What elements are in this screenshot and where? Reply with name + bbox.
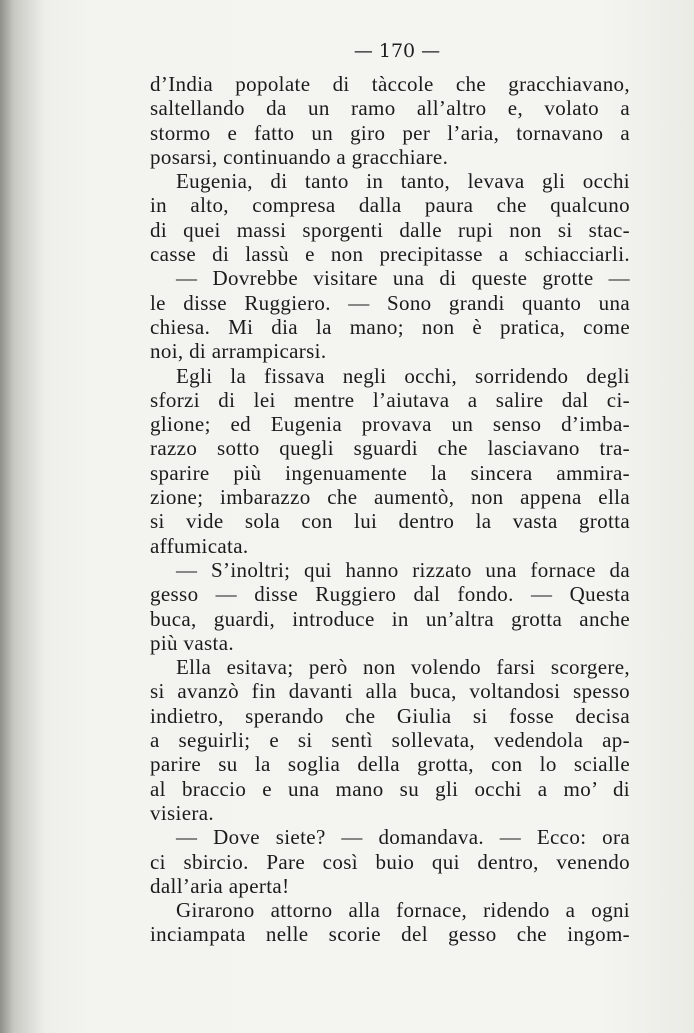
text-line: sforzi di lei mentre l’aiutava a salire dal ci- bbox=[150, 387, 630, 412]
text-line: Egli la fissava negli occhi, sorridendo degli bbox=[176, 363, 630, 388]
text-line: glione; ed Eugenia provava un senso d’imba- bbox=[150, 412, 630, 437]
text-line: zione; imbarazzo che aumentò, non appena ella bbox=[150, 485, 630, 510]
text-line: più vasta. bbox=[150, 630, 234, 655]
text-line: dall’aria aperta! bbox=[150, 873, 290, 898]
text-line: Eugenia, di tanto in tanto, levava gli occhi bbox=[176, 169, 630, 194]
text-line: le disse Ruggiero. — Sono grandi quanto una bbox=[150, 290, 630, 315]
text-line: Ella esitava; però non volendo farsi scorgere, bbox=[176, 655, 630, 680]
text-line: noi, di arrampicarsi. bbox=[150, 339, 327, 364]
text-line: ci sbircio. Pare così buio qui dentro, venendo bbox=[150, 849, 630, 874]
text-line: parire su la soglia della grotta, con lo scialle bbox=[150, 752, 630, 777]
text-line: casse di lassù e non precipitasse a schiacciarli. bbox=[150, 242, 630, 267]
body-text bbox=[150, 72, 630, 947]
text-line: visiera. bbox=[150, 800, 215, 825]
text-line: a seguirli; e si sentì sollevata, vedendola ap- bbox=[150, 728, 630, 753]
text-line: in alto, compresa dalla paura che qualcuno bbox=[150, 193, 630, 218]
text-line: razzo sotto quegli sguardi che lasciavano tra- bbox=[150, 436, 630, 461]
text-line: sparire più ingenuamente la sincera ammira- bbox=[150, 460, 630, 485]
text-line: — S’inoltri; qui hanno rizzato una fornace da bbox=[176, 557, 630, 582]
text-line: saltellando da un ramo all’altro e, volato a bbox=[150, 96, 630, 121]
text-line: gesso — disse Ruggiero dal fondo. — Questa bbox=[150, 582, 630, 607]
text-line: indietro, sperando che Giulia si fosse decisa bbox=[150, 703, 630, 728]
text-line: affumicata. bbox=[150, 533, 249, 558]
text-line: si avanzò fin davanti alla buca, voltandosi spesso bbox=[150, 679, 630, 704]
text-line: stormo e fatto un giro per l’aria, tornavano a bbox=[150, 120, 630, 145]
text-line: al braccio e una mano su gli occhi a mo’ di bbox=[150, 776, 630, 801]
text-line: inciampata nelle scorie del gesso che ingom- bbox=[150, 922, 630, 947]
text-line: chiesa. Mi dia la mano; non è pratica, come bbox=[150, 314, 630, 339]
text-line: si vide sola con lui dentro la vasta grotta bbox=[150, 509, 630, 534]
text-line: — Dovrebbe visitare una di queste grotte — bbox=[176, 266, 630, 291]
text-line: Girarono attorno alla fornace, ridendo a ogni bbox=[176, 898, 630, 923]
text-line: posarsi, continuando a gracchiare. bbox=[150, 144, 449, 169]
text-line: d’India popolate di tàccole che gracchiavano, bbox=[150, 72, 630, 96]
text-line: — Dove siete? — domandava. — Ecco: ora bbox=[176, 825, 630, 850]
text-line: di quei massi sporgenti dalle rupi non si stac- bbox=[150, 217, 630, 242]
text-line: buca, guardi, introduce in un’altra grotta anche bbox=[150, 606, 630, 631]
page-number: — 170 — bbox=[353, 40, 441, 62]
